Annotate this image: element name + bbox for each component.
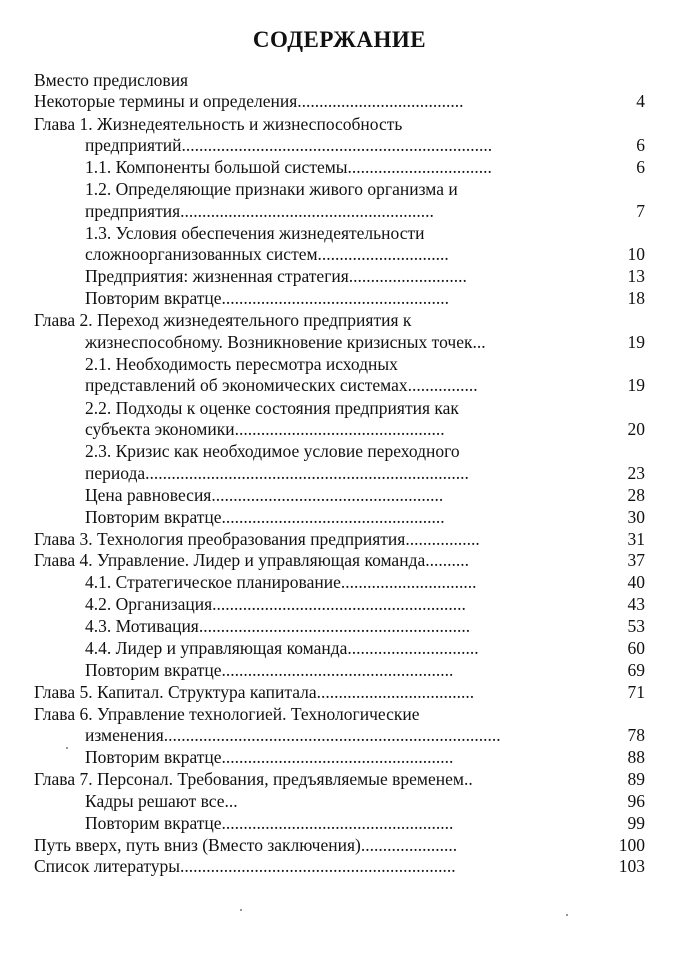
toc-entry xyxy=(85,659,590,681)
toc-entry xyxy=(85,200,590,222)
toc-entry-title: Глава 5. Капитал. Структура капитала.................................... xyxy=(34,682,475,702)
toc-entry xyxy=(85,615,590,637)
toc-entry-title: 4.1. Стратегическое планирование............................... xyxy=(85,572,477,592)
toc-entry-title: 4.3. Мотивация.............................................................. xyxy=(85,616,471,636)
scan-speck xyxy=(566,914,568,916)
toc-entry-title: Глава 4. Управление. Лидер и управляющая команда.......... xyxy=(34,550,469,570)
toc-entry-page-number: 43 xyxy=(627,594,645,614)
toc-entry-page-number: 69 xyxy=(627,660,645,680)
toc-entry-page-number: 96 xyxy=(627,791,645,811)
toc-entry-title: жизнеспособному. Возникновение кризисных точек... xyxy=(85,332,486,352)
toc-entry-title: представлений об экономических системах................ xyxy=(85,375,478,395)
toc-entry-title: субъекта экономики................................................ xyxy=(85,419,445,439)
toc-entry xyxy=(34,549,590,571)
toc-entry-title: 2.3. Кризис как необходимое условие переходного xyxy=(85,441,460,461)
toc-entry xyxy=(34,703,600,725)
toc-entry-page-number: 6 xyxy=(636,157,645,177)
toc-entry xyxy=(34,834,590,856)
toc-entry-title: Повторим вкратце................................................... xyxy=(85,507,445,527)
scan-speck xyxy=(66,747,68,749)
toc-entry-title: Глава 6. Управление технологией. Технологические xyxy=(34,704,420,724)
toc-entry-page-number: 19 xyxy=(627,375,645,395)
toc-entry xyxy=(85,178,600,200)
toc-entry-title: периода.......................................................................... xyxy=(85,463,469,483)
toc-entry xyxy=(85,134,590,156)
toc-entry-title: Повторим вкратце..................................................... xyxy=(85,660,454,680)
toc-entry-page-number: 60 xyxy=(627,638,645,658)
toc-entry xyxy=(85,222,600,244)
toc-entry-title: Глава 1. Жизнедеятельность и жизнеспособность xyxy=(34,114,403,134)
toc-entry-page-number: 20 xyxy=(627,419,645,439)
toc-entry-title: Путь вверх, путь вниз (Вместо заключения)...................... xyxy=(34,835,458,855)
toc-entry-title: 1.1. Компоненты большой системы................................. xyxy=(85,157,492,177)
toc-entry-title: 4.4. Лидер и управляющая команда.............................. xyxy=(85,638,479,658)
toc-entry-title: предприятий....................................................................... xyxy=(85,135,493,155)
toc-entry-title: Список литературы............................................................... xyxy=(34,856,456,876)
toc-entry xyxy=(85,287,590,309)
toc-entry-page-number: 28 xyxy=(627,485,645,505)
toc-entry xyxy=(34,768,590,790)
toc-entry xyxy=(85,724,590,746)
toc-entry-title: 4.2. Организация.......................................................... xyxy=(85,594,466,614)
toc-entry-title: Вместо предисловия xyxy=(34,70,189,90)
toc-entry xyxy=(85,418,590,440)
toc-entry xyxy=(85,440,600,462)
toc-entry-title: 1.3. Условия обеспечения жизнедеятельности xyxy=(85,223,425,243)
toc-entry xyxy=(85,397,600,419)
page-title: СОДЕРЖАНИЕ xyxy=(252,27,427,52)
toc-entry xyxy=(85,374,590,396)
toc-entry xyxy=(34,309,600,331)
toc-entry-page-number: 99 xyxy=(627,813,645,833)
toc-entry-title: Предприятия: жизненная стратегия........................... xyxy=(85,266,467,286)
toc-entry-page-number: 7 xyxy=(636,201,645,221)
toc-entry-title: Повторим вкратце..................................................... xyxy=(85,813,454,833)
toc-entry-page-number: 13 xyxy=(627,266,645,286)
toc-entry-title: Глава 3. Технология преобразования предприятия................. xyxy=(34,529,480,549)
toc-entry xyxy=(34,681,590,703)
toc-entry-page-number: 6 xyxy=(636,135,645,155)
toc-entry xyxy=(85,331,590,353)
toc-entry-title: предприятия.......................................................... xyxy=(85,201,434,221)
toc-entry-page-number: 10 xyxy=(627,244,645,264)
toc-entry-title: сложноорганизованных систем.............................. xyxy=(85,244,449,264)
toc-entry-page-number: 88 xyxy=(627,747,645,767)
toc-entry xyxy=(85,637,590,659)
toc-entry-title: Цена равновесия..................................................... xyxy=(85,485,444,505)
toc-entry xyxy=(85,243,590,265)
toc-entry xyxy=(34,855,590,877)
toc-entry-title: Некоторые термины и определения...................................... xyxy=(34,91,464,111)
toc-entry-title: изменения............................................................................. xyxy=(85,725,501,745)
toc-entry xyxy=(34,113,600,135)
toc-entry xyxy=(34,69,600,91)
toc-entry-title: Глава 7. Персонал. Требования, предъявляемые временем.. xyxy=(34,769,473,789)
toc-entry-title: 1.2. Определяющие признаки живого организма и xyxy=(85,179,458,199)
toc-entry-page-number: 4 xyxy=(636,91,645,111)
toc-entry-title: 2.1. Необходимость пересмотра исходных xyxy=(85,354,398,374)
toc-entry xyxy=(85,265,590,287)
toc-entry xyxy=(85,462,590,484)
toc-entry-page-number: 23 xyxy=(627,463,645,483)
scan-speck xyxy=(240,909,242,911)
toc-entry-page-number: 53 xyxy=(627,616,645,636)
toc-entry-page-number: 78 xyxy=(627,725,645,745)
toc-entry-page-number: 18 xyxy=(627,288,645,308)
toc-entry xyxy=(85,506,590,528)
toc-entry-title: Повторим вкратце.................................................... xyxy=(85,288,450,308)
toc-entry-page-number: 19 xyxy=(627,332,645,352)
toc-entry xyxy=(34,90,590,112)
toc-entry xyxy=(85,156,590,178)
toc-entry-page-number: 40 xyxy=(627,572,645,592)
toc-entry xyxy=(85,593,590,615)
toc-entry xyxy=(34,528,590,550)
toc-entry-page-number: 71 xyxy=(627,682,645,702)
toc-entry-page-number: 37 xyxy=(627,550,645,570)
toc-entry-title: Повторим вкратце..................................................... xyxy=(85,747,454,767)
toc-entry-page-number: 103 xyxy=(618,856,645,876)
toc-entry-page-number: 89 xyxy=(627,769,645,789)
toc-entry-title: Глава 2. Переход жизнедеятельного предприятия к xyxy=(34,310,412,330)
toc-entry-page-number: 100 xyxy=(618,835,645,855)
toc-entry xyxy=(85,790,590,812)
toc-entry-page-number: 31 xyxy=(627,529,645,549)
toc-entry xyxy=(85,571,590,593)
toc-entry xyxy=(85,484,590,506)
toc-entry xyxy=(85,746,590,768)
toc-entry-title: Кадры решают все... xyxy=(85,791,238,811)
toc-entry xyxy=(85,353,600,375)
toc-entry-page-number: 30 xyxy=(627,507,645,527)
toc-entry-title: 2.2. Подходы к оценке состояния предприятия как xyxy=(85,398,459,418)
toc-entry xyxy=(85,812,590,834)
